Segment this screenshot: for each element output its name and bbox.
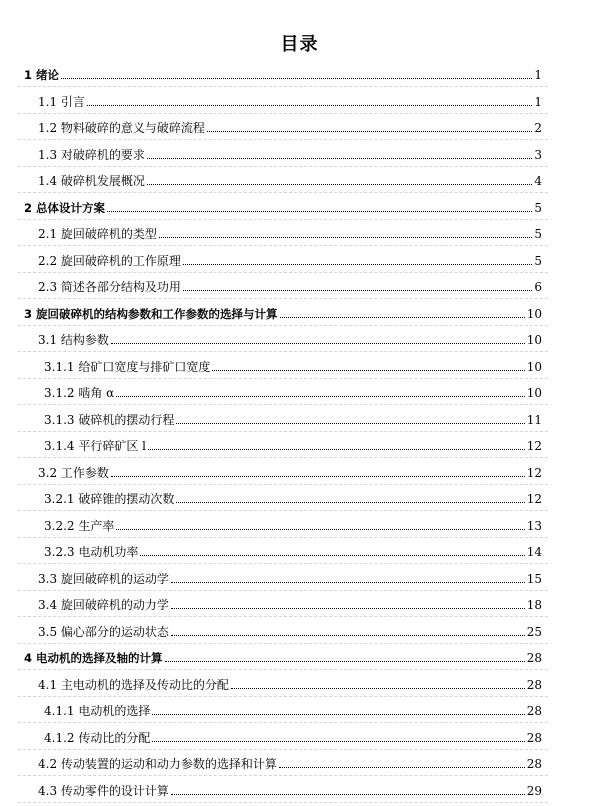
row-separator xyxy=(18,298,548,299)
row-separator xyxy=(18,86,548,87)
toc-entry-label: 3.2 工作参数 xyxy=(38,465,109,480)
dot-leader xyxy=(87,104,532,106)
row-separator xyxy=(18,404,548,405)
dot-leader xyxy=(207,130,532,132)
toc-entry-label: 2.2 旋回破碎机的工作原理 xyxy=(38,253,181,268)
toc-entry[interactable] xyxy=(44,435,542,453)
toc-entry[interactable] xyxy=(38,568,542,586)
dot-leader xyxy=(159,236,532,238)
dot-leader xyxy=(116,528,524,530)
row-separator xyxy=(18,802,548,803)
toc-entry[interactable] xyxy=(38,780,542,798)
row-separator xyxy=(18,616,548,617)
toc-entry-label: 3.3 旋回破碎机的运动学 xyxy=(38,571,169,586)
toc-entry[interactable] xyxy=(44,409,542,427)
toc-entry-page-number: 28 xyxy=(526,677,542,692)
toc-entry-label: 4.1 主电动机的选择及传动比的分配 xyxy=(38,677,229,692)
toc-entry[interactable] xyxy=(24,197,542,215)
toc-entry-label: 1 绪论 xyxy=(24,68,60,82)
row-separator xyxy=(18,245,548,246)
toc-entry-page-number: 12 xyxy=(526,492,542,506)
toc-entry[interactable] xyxy=(44,515,542,533)
toc-entry-label: 3.5 偏心部分的运动状态 xyxy=(38,624,169,639)
row-separator xyxy=(18,378,548,379)
row-separator xyxy=(18,113,548,114)
dot-leader xyxy=(116,395,524,397)
toc-entry-label: 1.3 对破碎机的要求 xyxy=(38,147,145,162)
dot-leader xyxy=(212,369,524,371)
toc-entry-page-number: 28 xyxy=(526,757,542,771)
toc-entry[interactable] xyxy=(38,117,542,135)
toc-entry-page-number: 2 xyxy=(534,121,542,135)
toc-entry-page-number: 12 xyxy=(526,465,542,480)
toc-entry-label: 4.1.2 传动比的分配 xyxy=(44,730,151,745)
toc-entry-page-number: 13 xyxy=(526,518,542,533)
toc-entry-label: 3.2.3 电动机功率 xyxy=(44,545,139,559)
row-separator xyxy=(18,590,548,591)
dot-leader xyxy=(280,316,525,318)
toc-entry-label: 1.2 物料破碎的意义与破碎流程 xyxy=(38,121,205,135)
row-separator xyxy=(18,563,548,564)
toc-entry-label: 3.1.2 啮角 α xyxy=(44,386,115,400)
toc-entry[interactable] xyxy=(44,356,542,374)
toc-entry-label: 3.1.4 平行碎矿区 l xyxy=(44,439,147,453)
row-separator xyxy=(18,749,548,750)
dot-leader xyxy=(171,581,525,583)
toc-entry-page-number: 28 xyxy=(526,704,542,718)
dot-leader xyxy=(61,77,532,79)
toc-entry-page-number: 18 xyxy=(526,598,542,612)
row-separator xyxy=(18,643,548,644)
dot-leader xyxy=(152,740,524,742)
toc-entry-label: 3.2.1 破碎锥的摆动次数 xyxy=(44,492,175,506)
dot-leader xyxy=(279,766,525,768)
toc-entry-page-number: 1 xyxy=(534,94,542,109)
toc-entry[interactable] xyxy=(38,170,542,188)
row-separator xyxy=(18,219,548,220)
row-separator xyxy=(18,351,548,352)
toc-entry-label: 3 旋回破碎机的结构参数和工作参数的选择与计算 xyxy=(24,306,278,321)
toc-entry-label: 3.1.1 给矿口宽度与排矿口宽度 xyxy=(44,359,211,374)
row-separator xyxy=(18,325,548,326)
row-separator xyxy=(18,457,548,458)
page-title: 目录 xyxy=(280,34,319,55)
row-separator xyxy=(18,537,548,538)
toc-entry-label: 3.4 旋回破碎机的动力学 xyxy=(38,598,169,612)
toc-entry-label: 3.1 结构参数 xyxy=(38,333,109,347)
dot-leader xyxy=(147,183,532,185)
toc-entry-label: 4 电动机的选择及轴的计算 xyxy=(24,651,163,665)
toc-entry-page-number: 29 xyxy=(526,783,542,798)
toc-entry-page-number: 4 xyxy=(534,174,542,188)
toc-entry-label: 2 总体设计方案 xyxy=(24,200,106,215)
toc-entry[interactable] xyxy=(38,250,542,268)
toc-entry[interactable] xyxy=(38,674,542,692)
dot-leader xyxy=(171,793,525,795)
toc-entry-label: 1.4 破碎机发展概况 xyxy=(38,174,145,188)
toc-entry-page-number: 28 xyxy=(526,651,542,665)
dot-leader xyxy=(111,342,525,344)
dot-leader xyxy=(183,289,532,291)
toc-entry[interactable] xyxy=(44,488,542,506)
toc-entry[interactable] xyxy=(38,223,542,241)
row-separator xyxy=(18,192,548,193)
toc-entry-label: 3.2.2 生产率 xyxy=(44,518,115,533)
row-separator xyxy=(18,696,548,697)
dot-leader xyxy=(140,554,524,556)
toc-entry-label: 4.1.1 电动机的选择 xyxy=(44,704,151,718)
toc-entry[interactable] xyxy=(44,541,542,559)
row-separator xyxy=(18,139,548,140)
toc-entry[interactable] xyxy=(44,727,542,745)
row-separator xyxy=(18,166,548,167)
toc-entry-page-number: 5 xyxy=(534,253,542,268)
toc-entry-page-number: 14 xyxy=(526,545,542,559)
toc-entry[interactable] xyxy=(24,64,542,82)
dot-leader xyxy=(171,634,525,636)
toc-entry-page-number: 15 xyxy=(526,571,542,586)
toc-entry[interactable] xyxy=(38,276,542,294)
toc-entry[interactable] xyxy=(24,647,542,665)
dot-leader xyxy=(165,660,525,662)
dot-leader xyxy=(231,687,525,689)
row-separator xyxy=(18,669,548,670)
toc-entry[interactable] xyxy=(38,753,542,771)
toc-entry-page-number: 25 xyxy=(526,624,542,639)
toc-entry-page-number: 6 xyxy=(534,280,542,294)
toc-entry-page-number: 28 xyxy=(526,730,542,745)
toc-entry[interactable] xyxy=(44,700,542,718)
toc-entry-page-number: 5 xyxy=(534,227,542,241)
row-separator xyxy=(18,775,548,776)
toc-entry-page-number: 1 xyxy=(534,68,542,82)
toc-entry[interactable] xyxy=(38,594,542,612)
toc-entry-page-number: 12 xyxy=(526,439,542,453)
dot-leader xyxy=(107,210,532,212)
dot-leader xyxy=(147,157,532,159)
toc-entry[interactable] xyxy=(44,382,542,400)
row-separator xyxy=(18,272,548,273)
dot-leader xyxy=(111,475,525,477)
dot-leader xyxy=(148,448,525,450)
dot-leader xyxy=(171,607,525,609)
toc-entry-page-number: 10 xyxy=(526,333,542,347)
dot-leader xyxy=(183,263,532,265)
toc-entry[interactable] xyxy=(38,621,542,639)
toc-entry-label: 3.1.3 破碎机的摆动行程 xyxy=(44,412,175,427)
toc-entry-label: 4.2 传动装置的运动和动力参数的选择和计算 xyxy=(38,757,277,771)
toc-entry-page-number: 3 xyxy=(534,147,542,162)
toc-entry-label: 4.3 传动零件的设计计算 xyxy=(38,783,169,798)
toc-entry-label: 2.1 旋回破碎机的类型 xyxy=(38,227,157,241)
toc-entry[interactable] xyxy=(24,303,542,321)
row-separator xyxy=(18,722,548,723)
row-separator xyxy=(18,510,548,511)
toc-entry-page-number: 11 xyxy=(526,412,542,427)
dot-leader xyxy=(152,713,524,715)
toc-entry[interactable] xyxy=(38,91,542,109)
toc-entry-page-number: 10 xyxy=(526,306,542,321)
toc-entry-page-number: 10 xyxy=(526,359,542,374)
dot-leader xyxy=(176,501,524,503)
toc-entry-page-number: 5 xyxy=(534,200,542,215)
toc-entry-label: 2.3 简述各部分结构及功用 xyxy=(38,280,181,294)
toc-entry-page-number: 10 xyxy=(526,386,542,400)
toc-entry[interactable] xyxy=(38,144,542,162)
row-separator xyxy=(18,431,548,432)
toc-entry[interactable] xyxy=(38,462,542,480)
toc-entry[interactable] xyxy=(38,329,542,347)
toc-entry-label: 1.1 引言 xyxy=(38,94,85,109)
dot-leader xyxy=(176,422,524,424)
row-separator xyxy=(18,484,548,485)
